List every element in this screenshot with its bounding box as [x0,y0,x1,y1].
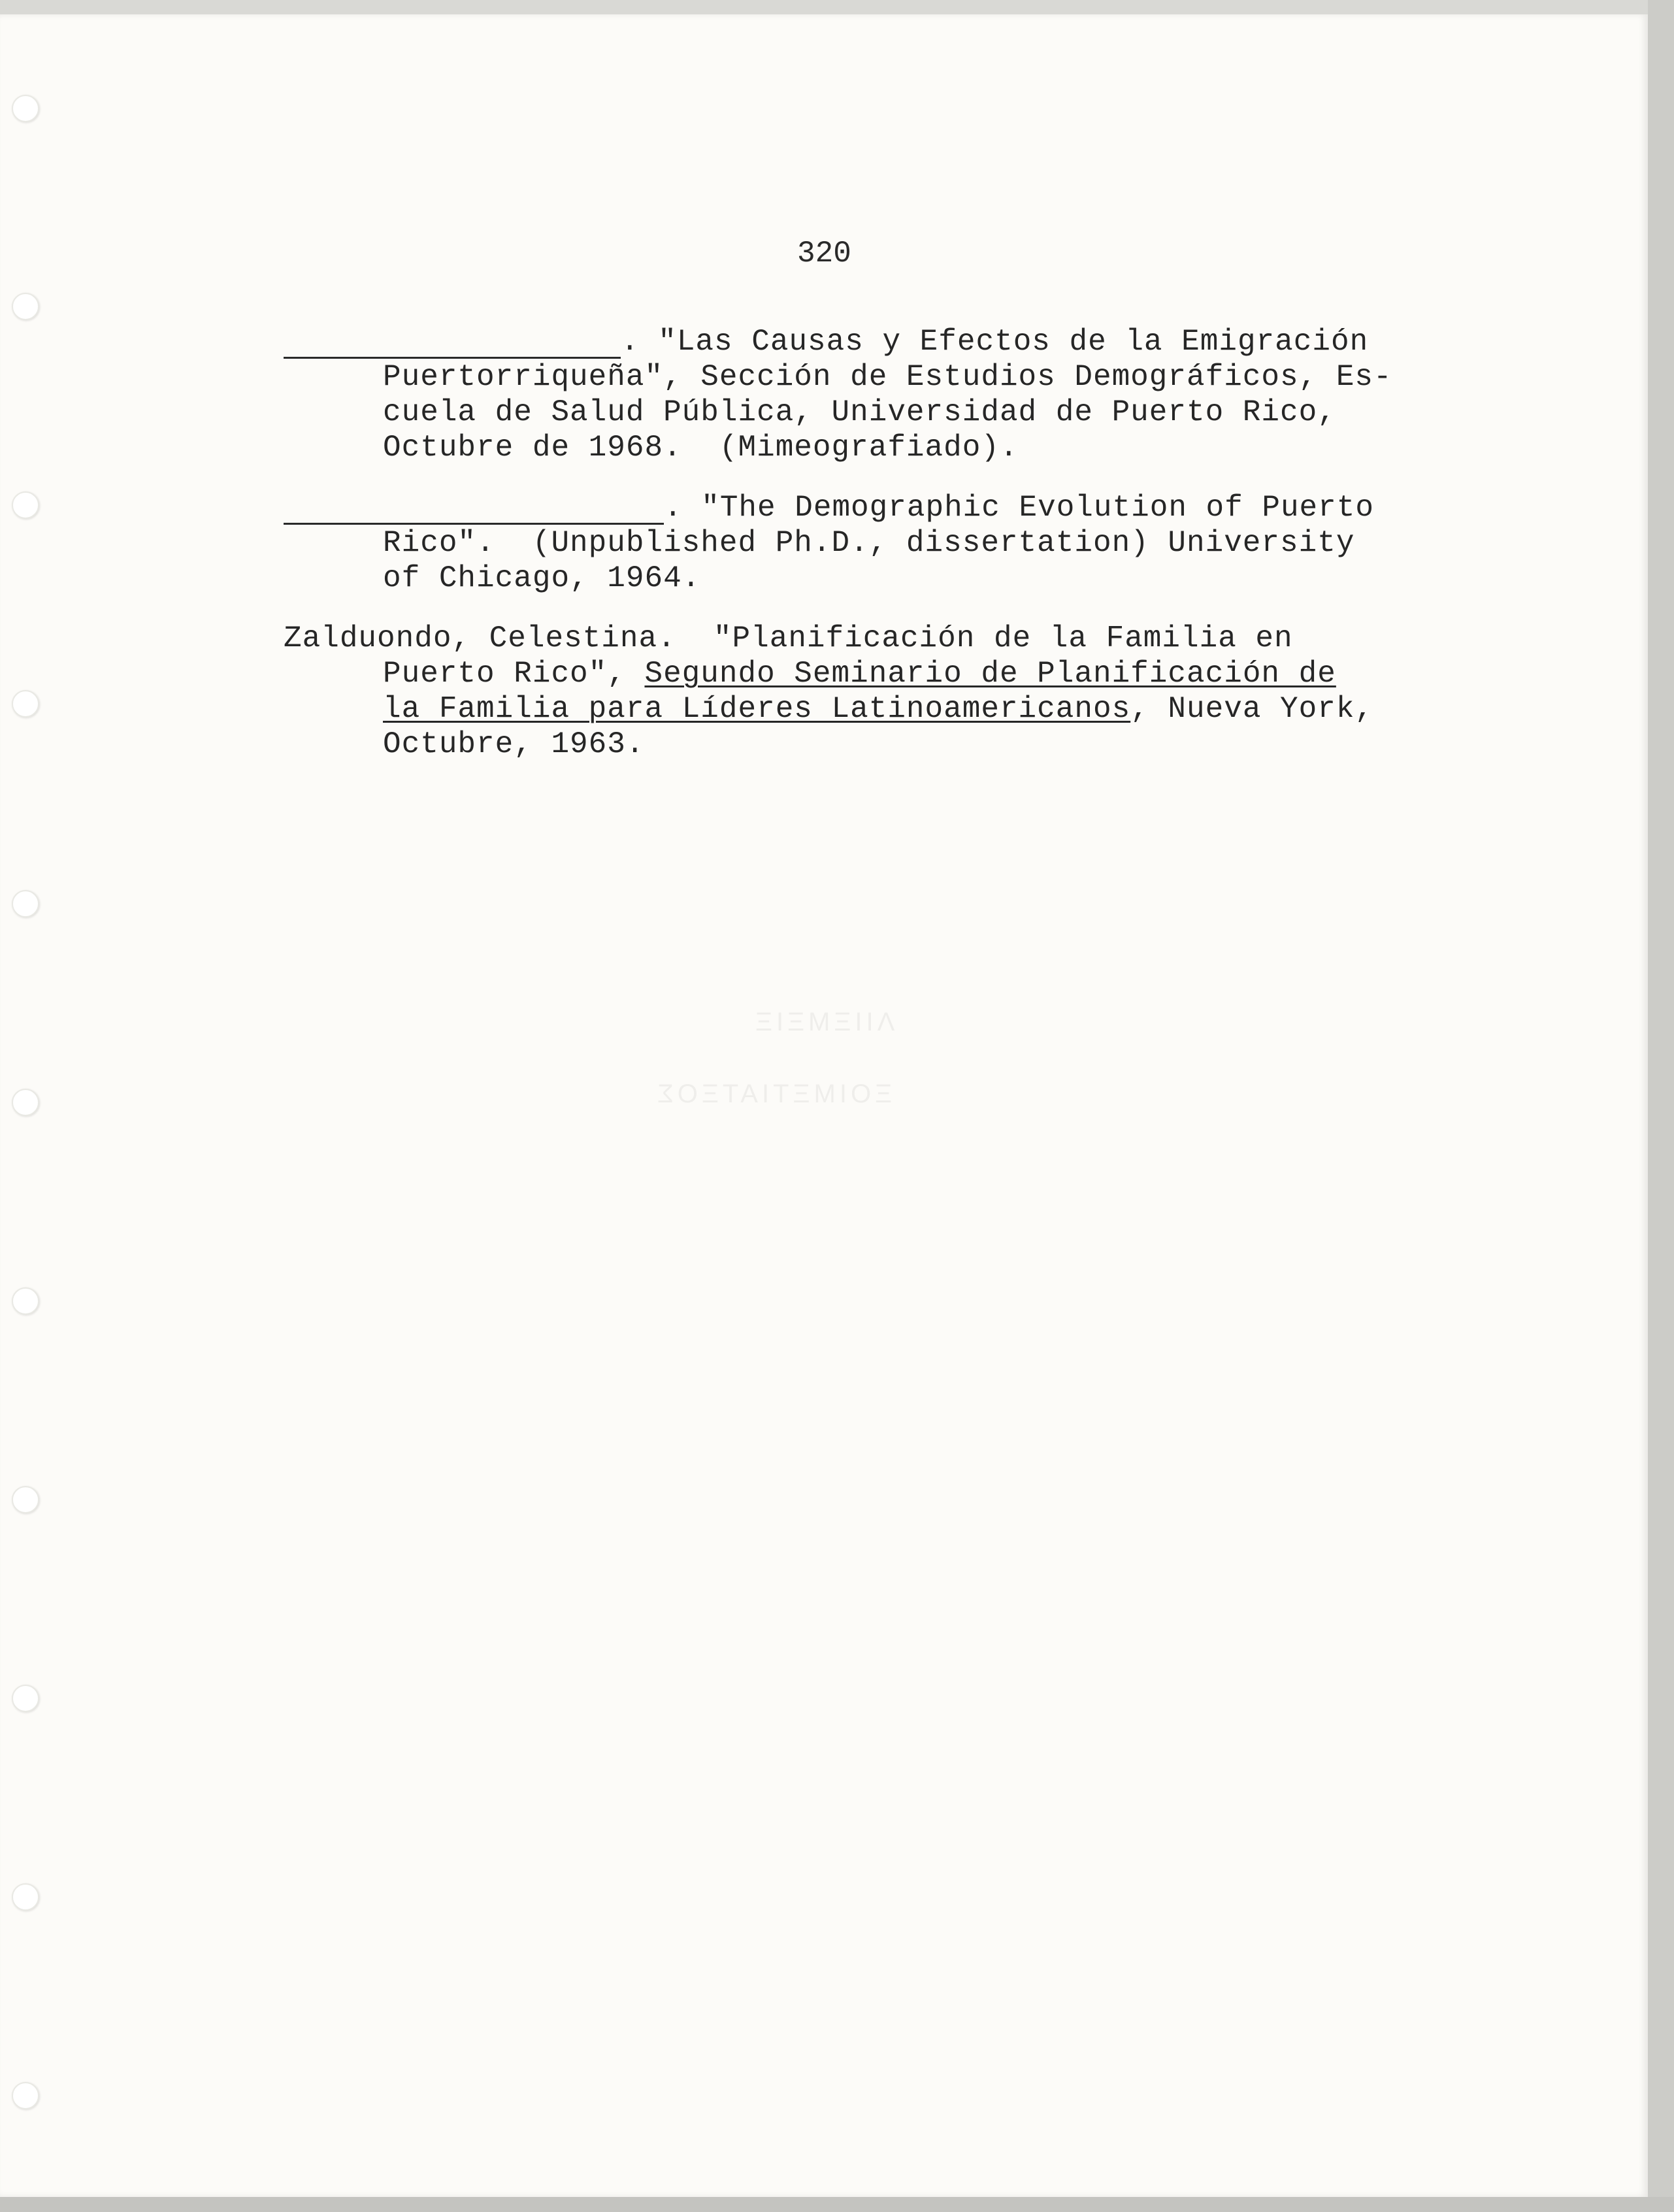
author-repeat-rule [284,523,664,525]
bibliography-entry-line: Zalduondo, Celestina. "Planificación de la Familia en [284,621,1293,655]
punch-hole [12,95,39,122]
punch-hole [12,1883,39,1911]
bleed-through-text: ΞOIΜΞΤΙΑΤΞΟΣ [653,1080,893,1108]
punch-hole [12,1089,39,1116]
entry-text: Puerto Rico", [383,657,645,691]
underlined-title: la Familia para Líderes Latinoamericanos [383,692,1131,726]
bibliography-entry-line [383,691,1373,727]
entry-text: , Nueva York, [1130,692,1374,726]
bibliography-entry-line: . "Las Causas y Efectos de la Emigración [621,325,1369,359]
bibliography-entry-line: cuela de Salud Pública, Universidad de Puerto Rico, [383,395,1336,429]
bibliography-entry-line: of Chicago, 1964. [383,561,701,595]
bibliography-entry-line: . "The Demographic Evolution of Puerto [664,491,1374,525]
bibliography-entry-line [383,656,1336,691]
scan-edge-right [1648,0,1674,2212]
author-repeat-rule [284,357,621,359]
document-page [0,14,1648,2197]
bibliography-entry-line: Rico". (Unpublished Ph.D., dissertation) University [383,526,1355,560]
punch-hole [12,491,39,519]
bibliography-entry-line: Octubre de 1968. (Mimeografiado). [383,431,1019,465]
punch-hole [12,890,39,917]
punch-hole [12,1287,39,1315]
bibliography-entry-line: Puertorriqueña", Sección de Estudios Demográficos, Es- [383,360,1392,394]
bleed-through-text: ΛIΙΞΜΞΙΞ [751,1008,895,1036]
punch-hole [12,690,39,718]
punch-hole [12,1685,39,1712]
punch-hole [12,2082,39,2109]
scan-edge-bottom [0,2197,1674,2212]
punch-hole [12,293,39,320]
punch-hole [12,1486,39,1513]
underlined-title: Segundo Seminario de Planificación de [644,657,1336,691]
page-number: 320 [797,237,851,271]
bibliography-entry-line: Octubre, 1963. [383,727,645,761]
